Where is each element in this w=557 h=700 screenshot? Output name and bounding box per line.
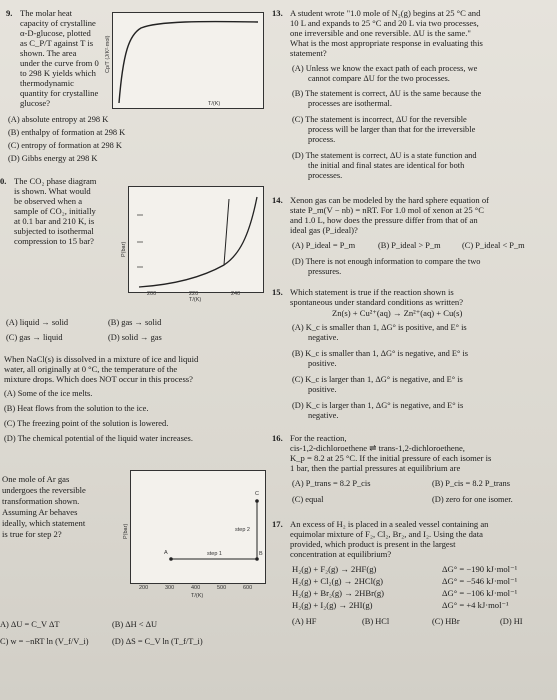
right-column: 13. A student wrote "1.0 mole of N₂(g) begins at 25 °C and 10 L and expands to 25 °C and 20 L via two processes, one irreversible and one reversible. ΔU is the same." What is the most appropriate response in evaluating this statement? (A) Unless we know the exact path of each process, we cannot compare ΔU for the two processes. (B) The statement is correct, ΔU is the same because the processes are isothermal. (C) The statement is incorrect, ΔU for the reversible process will be larger than that for the irreversible process. (D) The statement is correct, ΔU is a state function and the initial and final states are identical for both processes. 14. Xenon gas can be modeled by the hard sphere equation of state P_m(V − nb) = nRT. For 1.0 mol of xenon at 25 °C and 1.0 L, how does the pressure differ from that of an ideal gas (P_ideal)? (A) P_ideal = P_m (B) P_ideal > P_m (C) P_ideal < P_m (D) There is not enough information to compare the two pressures. 15. Which statement is true if the reaction shown is spontaneous under standard conditions as written? Zn(s) + Cu²⁺(aq) → Zn²⁺(aq) + Cu(s) (A) K_c is smaller than 1, ΔG° is positive, and E° is negative. (B) K_c is smaller than 1, ΔG° is negative, and E° is positive. (C) K_c is larger than 1, ΔG° is negative, and E° is positive. (D) K_c is larger than 1, ΔG° is negative, and E° is negative. 16. For the reaction, cis-1,2-dichloroethene ⇌ trans-1,2-dichloroethene, K_p = 8.2 at 25 °C. If the initial pressure of each isomer is 1 bar, then the partial pressures at equilibrium are (A) P_trans = 8.2 P_cis (B) P_cis = 8.2 P_trans (C) equal (D) zero for one isomer. 17. An excess of H₂ is placed in a sealed vessel containing an equimolar mixture of F₂, Cl₂, Br₂, and I₂. Using the data provided, which product is present in the largest concentration at equilibrium? H₂(g) + F₂(g) → 2HF(g) ΔG° = −190 kJ·mol⁻¹ H₂(g) + Cl₂(g) → 2HCl(g) ΔG° = −546 kJ·mol⁻¹ H₂(g) + Br₂(g) → 2HBr(g) ΔG° = −106 kJ·mol⁻¹ H₂(g) + I₂(g) → 2HI(g) ΔG° = +4 kJ·mol⁻¹ (A) HF (B) HCl (C) HBr (D) HI [272,8,525,626]
option-a[interactable]: A) ΔU = C_V ΔT [0,620,60,629]
y-axis-label: P(bar) [123,523,129,539]
option-a[interactable]: (A) absolute entropy at 298 K [8,115,109,124]
point-c-label: C [255,491,259,497]
heat-capacity-plot [105,12,264,109]
point-a-label: A [164,550,168,556]
option-b[interactable]: (B) ΔH < ΔU [112,620,158,629]
option-b[interactable]: (B) P_ideal > P_m [378,241,441,250]
reaction-equation: H₂(g) + Br₂(g) → 2HBr(g) [292,588,384,598]
pt-path [123,471,265,599]
x-tick-label: 240 [231,291,241,297]
option-a[interactable]: (A) liquid → solid [6,318,69,327]
option-b[interactable]: (B) HCl [362,617,390,626]
step-2-label: step 2 [235,527,250,533]
x-axis-label: T/(K) [189,297,202,303]
question-number: 16. [272,433,283,443]
heat-capacity-curve [105,13,263,108]
option-c[interactable]: (C) equal [292,495,324,504]
option-d[interactable]: (D) The chemical potential of the liquid water increases. [4,434,193,443]
option-b[interactable]: (B) gas → solid [108,318,162,327]
option-b[interactable]: (B) enthalpy of formation at 298 K [8,128,126,137]
x-tick-label: 200 [139,585,149,591]
co2-phase-diagram [121,186,264,303]
reaction-dg: ΔG° = +4 kJ·mol⁻¹ [442,600,509,610]
option-c[interactable]: (C) P_ideal < P_m [462,241,525,250]
x-tick-label: 300 [165,585,175,591]
question-number: 14. [272,195,283,205]
option-d[interactable]: (D) zero for one isomer. [432,495,513,504]
question-number: 17. [272,519,283,529]
option-c[interactable]: C) w = −nRT ln (V_f/V_i) [0,637,89,646]
question-number: 0. [0,176,7,186]
phase-boundary-curves [121,187,263,303]
reaction-equation: H₂(g) + F₂(g) → 2HF(g) [292,564,377,574]
x-tick-label: 220 [189,291,199,297]
x-tick-label: 600 [243,585,253,591]
reaction-equation: H₂(g) + I₂(g) → 2HI(g) [292,600,373,610]
x-tick-label: 400 [191,585,201,591]
option-b[interactable]: (B) Heat flows from the solution to the ice. [4,404,149,413]
option-d[interactable]: (D) HI [500,617,523,626]
option-d[interactable]: (D) Gibbs energy at 298 K [8,154,98,163]
reaction-dg: ΔG° = −106 kJ·mol⁻¹ [442,588,518,598]
question-number: 9. [6,8,13,18]
option-a[interactable]: (A) HF [292,617,317,626]
reaction-equation: H₂(g) + Cl₂(g) → 2HCl(g) [292,576,384,586]
pt-transformation-plot [123,470,266,599]
option-a[interactable]: (A) Some of the ice melts. [4,389,93,398]
point-b-label: B [259,551,263,557]
option-b[interactable]: (B) P_cis = 8.2 P_trans [432,479,511,488]
y-axis-label: P(bar) [121,241,127,257]
question-number: 15. [272,287,283,297]
y-axis-label: Cp/T (J/K²·mol) [105,35,111,73]
reaction-dg: ΔG° = −546 kJ·mol⁻¹ [442,576,518,586]
step-1-label: step 1 [207,551,222,557]
option-d[interactable]: (D) solid → gas [108,333,162,342]
option-c[interactable]: (C) HBr [432,617,460,626]
reaction-dg: ΔG° = −190 kJ·mol⁻¹ [442,564,518,574]
question-number: 13. [272,8,283,18]
option-c[interactable]: (C) entropy of formation at 298 K [8,141,122,150]
option-a[interactable]: (A) P_trans = 8.2 P_cis [292,479,371,488]
option-c[interactable]: (C) gas → liquid [6,333,63,342]
x-tick-label: 200 [147,291,157,297]
option-d[interactable]: (D) ΔS = C_V ln (T_f/T_i) [112,637,203,646]
option-a[interactable]: (A) P_ideal = P_m [292,241,356,250]
x-axis-label: T/(K) [191,593,204,599]
option-c[interactable]: (C) The freezing point of the solution is lowered. [4,419,169,428]
x-tick-label: 500 [217,585,227,591]
x-axis-label: T/(K) [208,101,221,107]
left-column: 9. The molar heat capacity of crystalline α-D-glucose, plotted as C_P/T against T is shown. The area under the curve from 0 to 298 K yields which thermodynamic quantity for crystalline glucose? Cp/T (J/K²·mol) T/(K) (A) absolute entropy at 298 K (B) enthalpy of formation at 298 K (C) entropy of formation at 298 K (D) Gibbs energy at 298 K 0. The CO₂ phase diagram is shown. What would be observed when a sample of CO₂, initially at 0.1 bar and 210 K, is subjected to isothermal compression to 15 bar? P(bar) T/(K) 200 220 240 (A) liquid → solid (B) gas → solid (C) gas → liquid (D) solid → gas When NaCl(s) is dissolved in a mixture of ice and liquid water, all originally at 0 °C, the temperature of the mixture drops. Which does NOT occur in this process? (A) Some of the ice melts. (B) Heat flows from the solution to the ice. (C) The freezing point of the solution is lowered. (D) The chemical potential of the liquid water increases. One mole of Ar gas undergoes the reversible transformation shown. Assuming Ar behaves ideally, which statement is true for step 2? A B C step 1 step 2 P(bar) 200 300 400 500 600 T/(K) A) ΔU = C_V ΔT (B) ΔH < ΔU C) w = −nRT ln (V_f/V_i) (D) ΔS = C_V ln (T_f/T_i) [0,0,270,700]
